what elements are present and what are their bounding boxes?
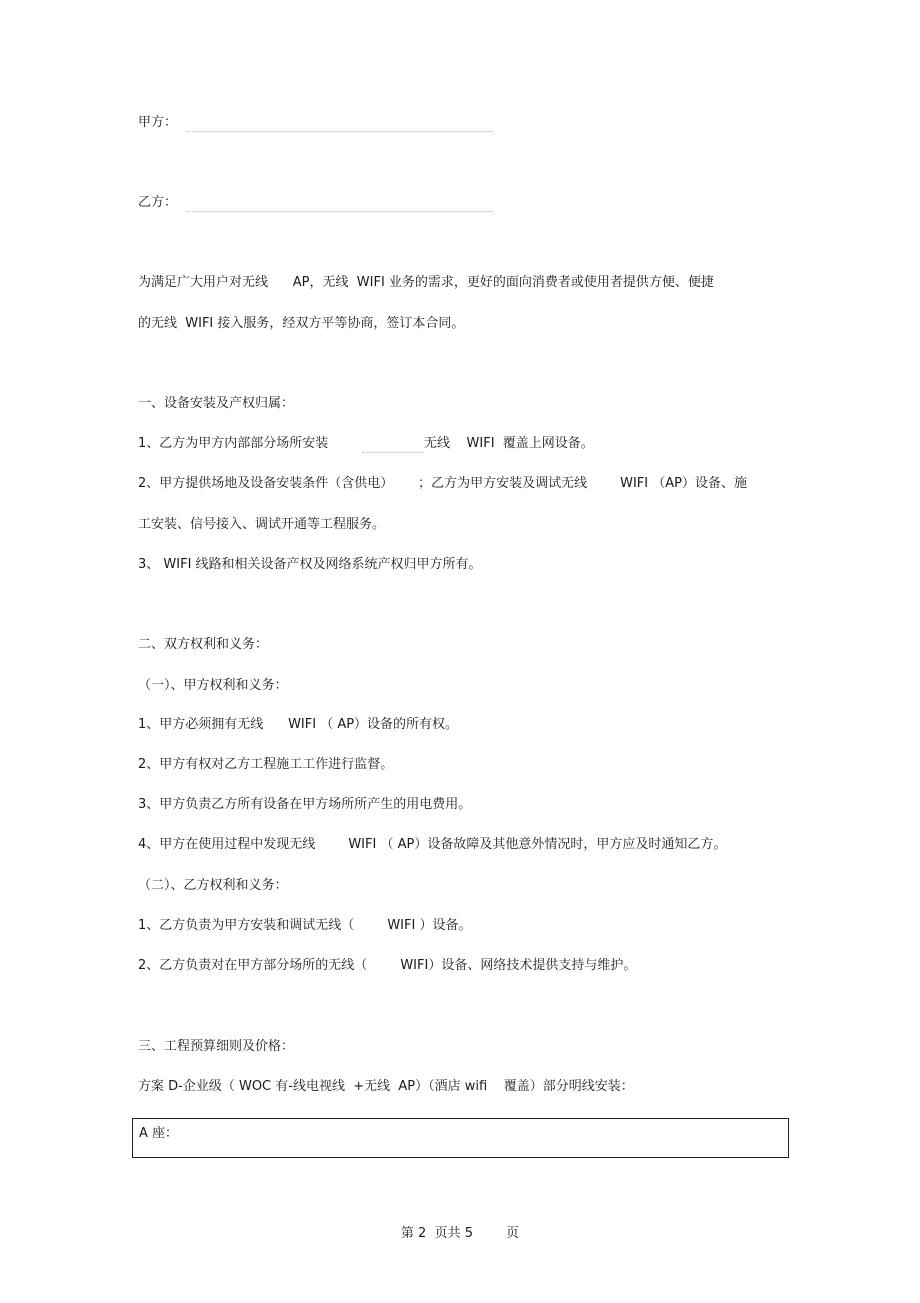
- section-2-heading: 二、双方权利和义务：: [138, 637, 269, 652]
- section-1-item-1-tail: 无线 WIFI 覆盖上网设备。: [424, 436, 594, 451]
- section-1-item-3: 3、 WIFI 线路和相关设备产权及网络系统产权归甲方所有。: [138, 557, 482, 572]
- list-item: 1、甲方必须拥有无线 WIFI （ AP）设备的所有权。: [138, 717, 459, 732]
- section-2-sub-1-heading: （一）、甲方权利和义务：: [138, 678, 288, 693]
- section-1-item-1: 1、乙方为甲方内部部分场所安装: [138, 436, 329, 451]
- list-item: 3、甲方负责乙方所有设备在甲方场所所产生的用电费用。: [138, 797, 472, 812]
- party-a-field[interactable]: [186, 131, 493, 132]
- intro-line-2: 的无线 WIFI 接入服务，经双方平等协商，签订本合同。: [138, 316, 465, 331]
- party-b-field[interactable]: [186, 211, 493, 212]
- section-1-item-2-cont: 工安装、信号接入、调试开通等工程服务。: [138, 517, 386, 532]
- party-b-label: 乙方：: [138, 195, 178, 210]
- location-blank-field[interactable]: [362, 452, 424, 453]
- section-3-heading: 三、工程预算细则及价格：: [138, 1039, 295, 1054]
- page-number: 第 2 页共 5 页: [400, 1226, 520, 1241]
- section-1-item-2: 2、甲方提供场地及设备安装条件（含供电） ；乙方为甲方安装及调试无线 WIFI （AP）设备、施: [138, 476, 747, 491]
- plan-description: 方案 D-企业级（ WOC 有-线电视线 +无线 AP）（酒店 wifi 覆盖）部分明线安装：: [138, 1079, 634, 1094]
- list-item: 1、乙方负责为甲方安装和调试无线（ WIFI ）设备。: [138, 918, 472, 933]
- building-a-label: A 座：: [139, 1126, 179, 1141]
- intro-line-1: 为满足广大用户对无线 AP，无线 WIFI 业务的需求，更好的面向消费者或使用者提供方便、便捷: [138, 275, 714, 290]
- building-a-table: [132, 1118, 789, 1158]
- list-item: 2、乙方负责对在甲方部分场所的无线（ WIFI）设备、网络技术提供支持与维护。: [138, 958, 637, 973]
- party-a-label: 甲方：: [138, 115, 178, 130]
- list-item: 4、甲方在使用过程中发现无线 WIFI （ AP）设备故障及其他意外情况时，甲方应及时通知乙方。: [138, 837, 727, 852]
- section-2-sub-2-heading: （二）、乙方权利和义务：: [138, 878, 288, 893]
- list-item: 2、甲方有权对乙方工程施工工作进行监督。: [138, 757, 394, 772]
- section-1-heading: 一、设备安装及产权归属：: [138, 396, 295, 411]
